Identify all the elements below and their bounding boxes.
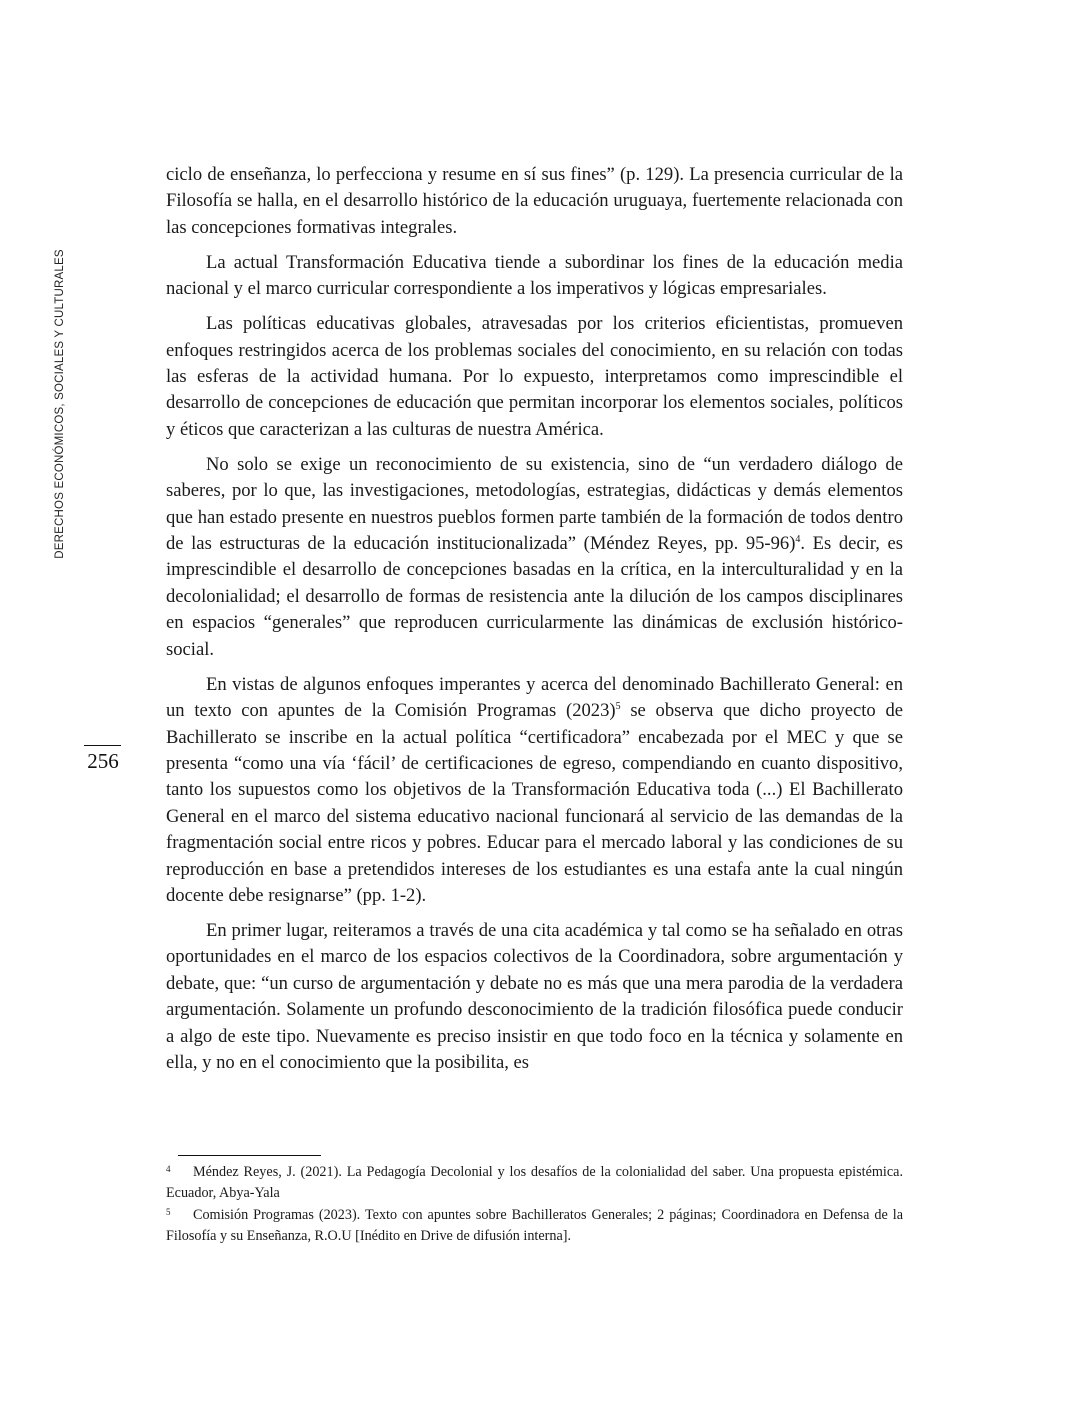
body-text: [166, 162, 903, 1085]
footnote-text: Comisión Programas (2023). Texto con apuntes sobre Bachilleratos Generales; 2 páginas; Coordinadora en Defensa de la Filosofía y su Enseñanza, R.O.U [Inédito en Drive de difusión interna].: [166, 1207, 903, 1244]
paragraph-text: En vistas de algunos enfoques imperantes y acerca del denominado Bachillerato General: en un texto con apuntes de la Comisión Programas (2023): [166, 673, 903, 722]
paragraph-text: No solo se exige un reconocimiento de su existencia, sino de “un verdadero diálogo de saberes, por lo que, las investigaciones, metodologías, estrategias, didácticas y demás elementos que han estado presente en nuestros pueblos formen parte también de la formación de todos dentro de las estructuras de la educación institucionalizada” (Méndez Reyes, pp. 95-96): [166, 453, 903, 555]
page-number-rule: [84, 745, 121, 746]
page-number: 256: [87, 749, 119, 773]
paragraph: Las políticas educativas globales, atravesadas por los criterios eficientistas, promueven enfoques restringidos acerca de los problemas sociales del conocimiento, en su relación con todas las esferas de la actividad humana. Por lo expuesto, interpretamos como imprescindible el desarrollo de concepciones de educación que permitan incorporar los elementos sociales, políticos y éticos que caracterizan a las culturas de nuestra América.: [166, 313, 903, 440]
footnote-reference[interactable]: 5: [615, 700, 621, 712]
paragraph: [166, 452, 903, 663]
footnotes: [166, 1162, 903, 1248]
paragraph: En primer lugar, reiteramos a través de una cita académica y tal como se ha señalado en otras oportunidades en el marco de los espacios colectivos de la Coordinadora, sobre argumentación y debate, que: “un curso de argumentación y debate no es más que una mera parodia de la verdadera argumentación. Solamente un profundo desconocimiento de la tradición filosófica puede conducir a algo de este tipo. Nuevamente es preciso insistir en que todo foco en la técnica y solamente en ella, y no en el conocimiento que la posibilita, es: [166, 919, 903, 1073]
footnote-text: Méndez Reyes, J. (2021). La Pedagogía Decolonial y los desafíos de la colonialidad del saber. Una propuesta epistémica. Ecuador, Abya-Yala: [166, 1164, 903, 1201]
paragraph: La actual Transformación Educativa tiende a subordinar los fines de la educación media nacional y el marco curricular correspondiente a los imperativos y lógicas empresariales.: [166, 251, 903, 300]
paragraph: [166, 672, 903, 910]
paragraph: ciclo de enseñanza, lo perfecciona y resume en sí sus fines” (p. 129). La presencia curricular de la Filosofía se halla, en el desarrollo histórico de la educación uruguaya, fuertemente relacionada con las concepciones formativas integrales.: [166, 164, 903, 238]
footnote: [166, 1162, 903, 1203]
footnote-number: 5: [166, 1207, 171, 1217]
footnote: [166, 1205, 903, 1246]
footnote-reference[interactable]: 4: [795, 533, 801, 545]
paragraph-text: se observa que dicho proyecto de Bachillerato se inscribe en la actual política “certificadora” encabezada por el MEC y que se presenta “como una vía ‘fácil’ de certificaciones de egreso, compendiando en cuanto dispositivo, tanto los supuestos como los objetivos de la Transformación Educativa toda (...) El Bachillerato General en el marco del sistema educativo nacional funcionará al servicio de las demandas de la fragmentación social entre ricos y pobres. Educar para el mercado laboral y las condiciones de su reproducción en base a pretendidos intereses de los estudiantes es una estafa ante la cual ningún docente debe resignarse” (pp. 1-2).: [166, 700, 903, 906]
running-head: DERECHOS ECONÓMICOS, SOCIALES Y CULTURALES: [54, 249, 66, 559]
footnote-rule: [178, 1155, 321, 1156]
footnote-number: 4: [166, 1164, 171, 1174]
paragraph-text: . Es decir, es imprescindible el desarrollo de concepciones basadas en la crítica, en la interculturalidad y en la decolonialidad; el desarrollo de formas de resistencia ante la dilución de los campos disciplinares en espacios “generales” que reproducen curricularmente las dinámicas de exclusión histórico-social.: [166, 533, 903, 660]
